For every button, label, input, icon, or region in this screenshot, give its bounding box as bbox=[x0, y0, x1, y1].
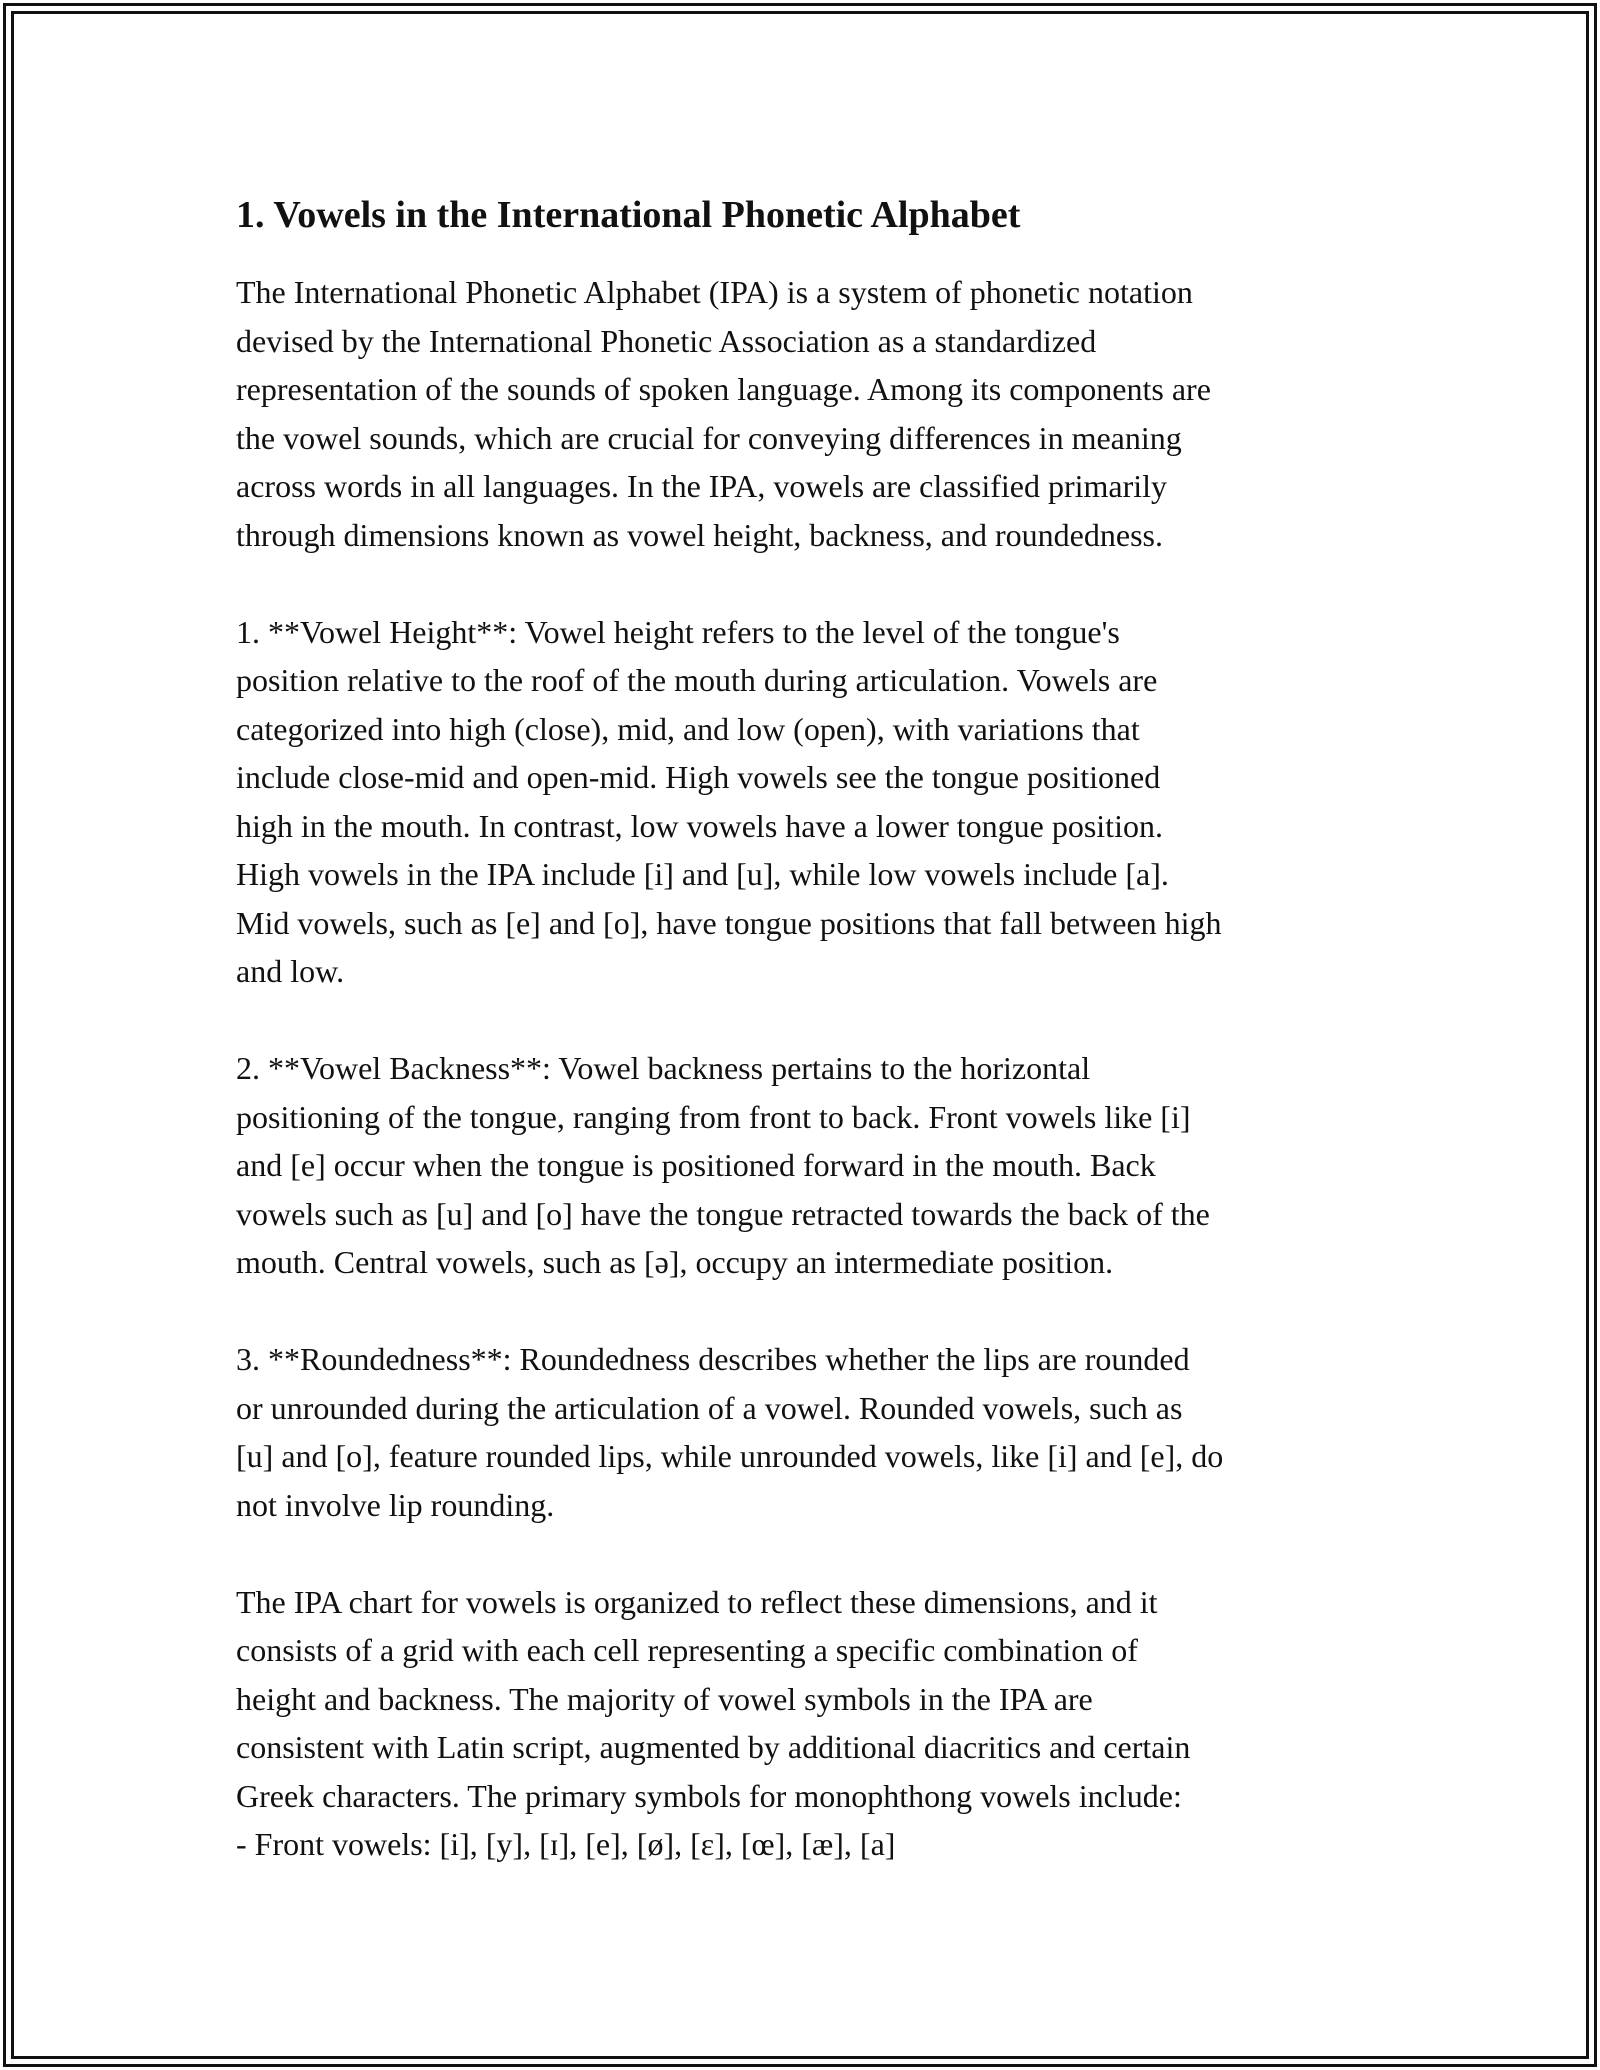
text-line: across words in all languages. In the IPA, vowels are classified primarily bbox=[236, 468, 1168, 504]
vowel-backness-paragraph bbox=[236, 1044, 1376, 1287]
ipa-chart-paragraph bbox=[236, 1578, 1376, 1869]
text-line: devised by the International Phonetic Association as a standardized bbox=[236, 322, 1097, 359]
text-line: consistent with Latin script, augmented by additional diacritics and certain bbox=[236, 1729, 1191, 1765]
document-body bbox=[236, 190, 1376, 1869]
text-line: through dimensions known as vowel height, backness, and roundedness. bbox=[236, 516, 1163, 553]
text-line: position relative to the roof of the mouth during articulation. Vowels are bbox=[236, 662, 1158, 698]
text-line: representation of the sounds of spoken language. Among its components are bbox=[236, 371, 1211, 407]
text-line: High vowels in the IPA include [i] and [u], while low vowels include [a]. bbox=[236, 856, 1169, 892]
section-heading: 1. Vowels in the International Phonetic Alphabet bbox=[236, 194, 1021, 236]
text-line: vowels such as [u] and [o] have the tongue retracted towards the back of the bbox=[236, 1195, 1210, 1232]
text-line: consists of a grid with each cell representing a specific combination of bbox=[236, 1632, 1138, 1668]
text-line: The IPA chart for vowels is organized to reflect these dimensions, and it bbox=[236, 1583, 1158, 1620]
text-line: Greek characters. The primary symbols for monophthong vowels include: bbox=[236, 1777, 1182, 1814]
text-line: high in the mouth. In contrast, low vowels have a lower tongue position. bbox=[236, 807, 1163, 844]
front-vowels-list-item: - Front vowels: [i], [y], [ɪ], [e], [ø], [ɛ], [œ], [æ], [a] bbox=[236, 1826, 896, 1862]
text-line: or unrounded during the articulation of a vowel. Rounded vowels, such as bbox=[236, 1389, 1183, 1426]
text-line: 1. **Vowel Height**: Vowel height refers to the level of the tongue's bbox=[236, 613, 1120, 650]
text-line: 2. **Vowel Backness**: Vowel backness pertains to the horizontal bbox=[236, 1050, 1091, 1086]
text-line: the vowel sounds, which are crucial for conveying differences in meaning bbox=[236, 419, 1182, 456]
text-line: categorized into high (close), mid, and low (open), with variations that bbox=[236, 710, 1140, 747]
text-line: and [e] occur when the tongue is positioned forward in the mouth. Back bbox=[236, 1147, 1156, 1183]
text-line: and low. bbox=[236, 953, 345, 989]
intro-paragraph bbox=[236, 268, 1376, 559]
vowel-height-paragraph bbox=[236, 608, 1376, 996]
text-line: [u] and [o], feature rounded lips, while unrounded vowels, like [i] and [e], do bbox=[236, 1438, 1224, 1474]
text-line: height and backness. The majority of vowel symbols in the IPA are bbox=[236, 1680, 1093, 1717]
text-line: 3. **Roundedness**: Roundedness describes whether the lips are rounded bbox=[236, 1341, 1190, 1377]
text-line: not involve lip rounding. bbox=[236, 1486, 555, 1523]
text-line: The International Phonetic Alphabet (IPA) is a system of phonetic notation bbox=[236, 274, 1193, 310]
text-line: include close-mid and open-mid. High vowels see the tongue positioned bbox=[236, 759, 1161, 795]
text-line: Mid vowels, such as [e] and [o], have tongue positions that fall between high bbox=[236, 904, 1222, 941]
text-line: positioning of the tongue, ranging from front to back. Front vowels like [i] bbox=[236, 1098, 1191, 1135]
roundedness-paragraph bbox=[236, 1335, 1376, 1529]
text-line: mouth. Central vowels, such as [ə], occupy an intermediate position. bbox=[236, 1244, 1114, 1280]
